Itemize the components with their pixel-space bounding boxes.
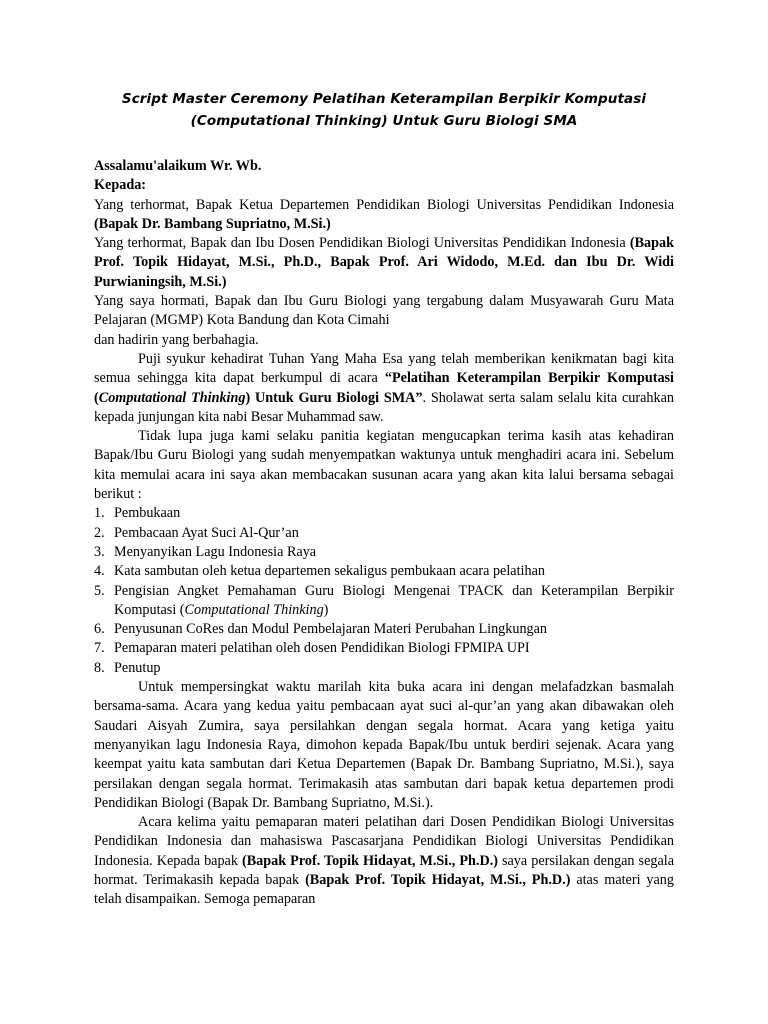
addressee-3: Yang saya hormati, Bapak dan Ibu Guru Biologi yang tergabung dalam Musyawarah Guru Mata Pelajaran (MGMP) Kota Bandung dan Kota Cimahi: [94, 293, 674, 329]
paragraph-thanks: Tidak lupa juga kami selaku panitia kegiatan mengucapkan terima kasih atas kehadiran Bapak/Ibu Guru Biologi yang sudah menyempatkan waktunya untuk menghadiri acara ini. Sebelum kita memulai acara ini saya akan membacakan susunan acara yang akan kita lalui bersama sebagai berikut :: [94, 428, 674, 503]
addressee-1: Yang terhormat, Bapak Ketua Departemen Pendidikan Biologi Universitas Pendidikan Indonesia (Bapak Dr. Bambang Supriatno, M.Si.): [94, 196, 674, 232]
agenda-item: 4. Kata sambutan oleh ketua departemen sekaligus pembukaan acara pelatihan: [94, 563, 545, 580]
agenda-list: [94, 504, 674, 678]
greeting: Assalamu'alaikum Wr. Wb.: [94, 158, 262, 174]
agenda-item: 1. Pembukaan: [94, 505, 181, 522]
paragraph-fifth-agenda: Acara kelima yaitu pemaparan materi pelatihan dari Dosen Pendidikan Biologi Universitas Pendidikan Indonesia dan mahasiswa Pascasarjana Pendidikan Biologi Universitas Pendidikan Indonesia. Kepada bapak (Bapak Prof. Topik Hidayat, M.Si., Ph.D.) saya persilakan dengan segala hormat. Terimakasih kepada bapak (Bapak Prof. Topik Hidayat, M.Si., Ph.D.) atas materi yang telah disampaikan. Semoga pemaparan: [94, 814, 674, 908]
paragraph-agenda-details: Untuk mempersingkat waktu marilah kita buka acara ini dengan melafadzkan basmalah bersama-sama. Acara yang kedua yaitu pembacaan ayat suci al-qur’an yang akan dibawakan oleh Saudari Aisyah Zumira, saya persilahkan dengan segala hormat. Acara yang ketiga yaitu menyanyikan lagu Indonesia Raya, dimohon kepada Bapak/Ibu untuk berdiri sejenak. Acara yang keempat yaitu kata sambutan dari Ketua Departemen (Bapak Dr. Bambang Supriatno, M.Si.), saya persilakan dengan segala hormat. Terimakasih atas sambutan dari bapak ketua departemen prodi Pendidikan Biologi (Bapak Dr. Bambang Supriatno, M.Si.).: [94, 679, 674, 811]
agenda-item: 2. Pembacaan Ayat Suci Al-Qur’an: [94, 524, 299, 541]
addressee-4: dan hadirin yang berbahagia.: [94, 331, 259, 348]
addressee-2: Yang terhormat, Bapak dan Ibu Dosen Pendidikan Biologi Universitas Pendidikan Indonesia (Bapak Prof. Topik Hidayat, M.Si., Ph.D., Bapak Prof. Ari Widodo, M.Ed. dan Ibu Dr. Widi Purwianingsih, M.Si.): [94, 235, 674, 290]
document-body: [94, 157, 674, 910]
kepada-label: Kepada:: [94, 177, 147, 194]
agenda-item: 3. Menyanyikan Lagu Indonesia Raya: [94, 543, 317, 560]
agenda-item: 6. Penyusunan CoRes dan Modul Pembelajaran Materi Perubahan Lingkungan: [94, 621, 548, 638]
title-line-2: (Computational Thinking) Untuk Guru Biologi SMA: [190, 113, 578, 129]
agenda-item: 7. Pemaparan materi pelatihan oleh dosen Pendidikan Biologi FPMIPA UPI: [94, 640, 530, 657]
agenda-item: 5. Pengisian Angket Pemahaman Guru Biologi Mengenai TPACK dan Keterampilan Berpikir Komputasi (Computational Thinking): [94, 582, 674, 618]
paragraph-opening: Puji syukur kehadirat Tuhan Yang Maha Esa yang telah memberikan kenikmatan bagi kita semua sehingga kita dapat berkumpul di acara “Pelatihan Keterampilan Berpikir Komputasi (Computational Thinking) Untuk Guru Biologi SMA”. Sholawat serta salam selalu kita curahkan kepada junjungan kita nabi Besar Muhammad saw.: [94, 350, 674, 425]
title-line-1: Script Master Ceremony Pelatihan Keterampilan Berpikir Komputasi: [121, 91, 647, 107]
document-title: [94, 88, 674, 132]
agenda-item: 8. Penutup: [94, 659, 161, 676]
